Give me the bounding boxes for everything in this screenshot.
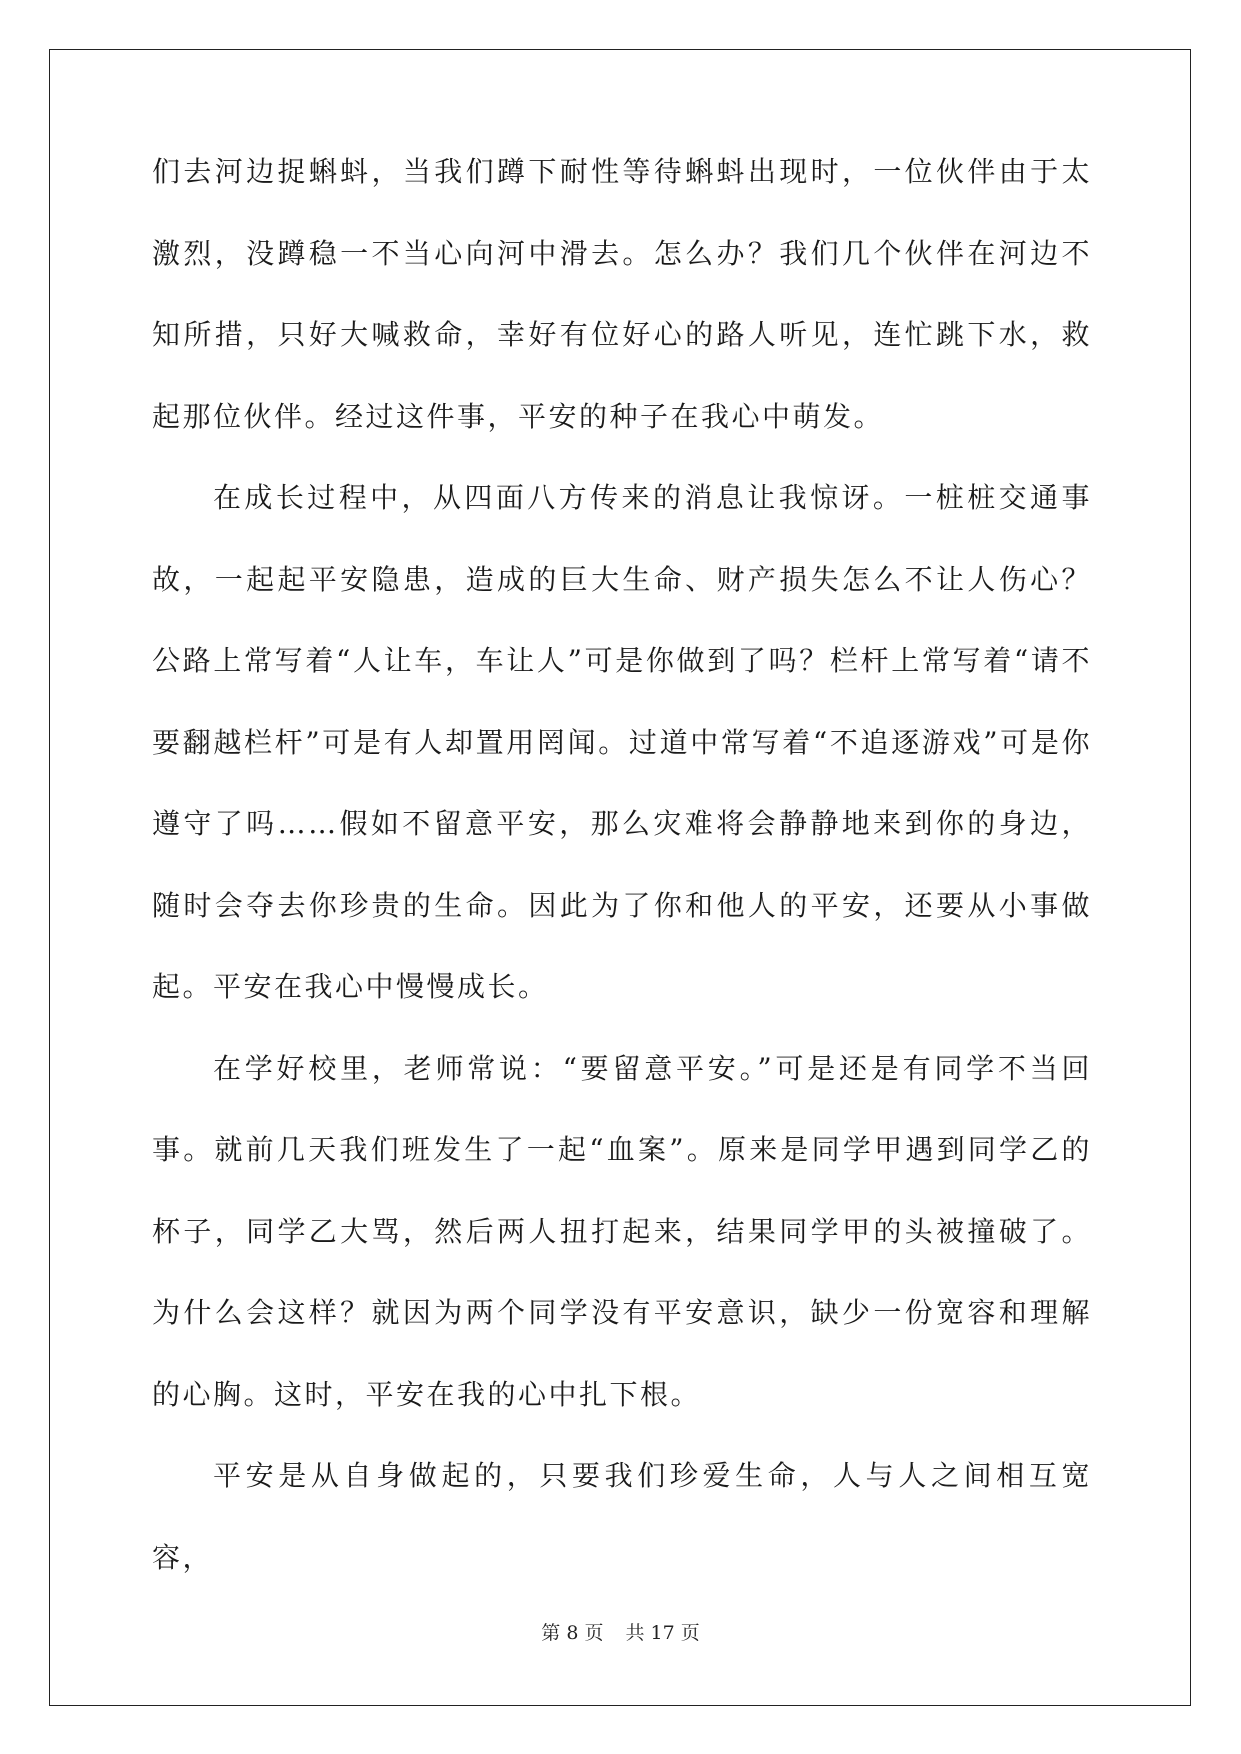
page-total: 共 17 页 bbox=[625, 1622, 700, 1644]
paragraph-3: 在学好校里，老师常说：“要留意平安。”可是还是有同学不当回事。就前几天我们班发生了一起“血案”。原来是同学甲遇到同学乙的杯子，同学乙大骂，然后两人扭打起来，结果同学甲的头被撞破了。为什么会这样？就因为两个同学没有平安意识，缺少一份宽容和理解的心胸。这时，平安在我的心中扎下根。 bbox=[152, 1051, 1092, 1411]
paragraph-4: 平安是从自身做起的，只要我们珍爱生命，人与人之间相互宽容， bbox=[152, 1459, 1092, 1574]
document-body bbox=[152, 155, 1092, 1598]
paragraph-1: 们去河边捉蝌蚪，当我们蹲下耐性等待蝌蚪出现时，一位伙伴由于太激烈，没蹲稳一不当心向河中滑去。怎么办？我们几个伙伴在河边不知所措，只好大喊救命，幸好有位好心的路人听见，连忙跳下水，救起那位伙伴。经过这件事，平安的种子在我心中萌发。 bbox=[152, 155, 1092, 433]
page-number: 第 8 页 bbox=[541, 1622, 604, 1644]
paragraph-2: 在成长过程中，从四面八方传来的消息让我惊讶。一桩桩交通事故，一起起平安隐患，造成的巨大生命、财产损失怎么不让人伤心？公路上常写着“人让车，车让人”可是你做到了吗？栏杆上常写着“请不要翻越栏杆”可是有人却置用罔闻。过道中常写着“不追逐游戏”可是你遵守了吗……假如不留意平安，那么灾难将会静静地来到你的身边，随时会夺去你珍贵的生命。因此为了你和他人的平安，还要从小事做起。平安在我心中慢慢成长。 bbox=[152, 481, 1092, 1003]
page-footer bbox=[0, 1621, 1241, 1645]
